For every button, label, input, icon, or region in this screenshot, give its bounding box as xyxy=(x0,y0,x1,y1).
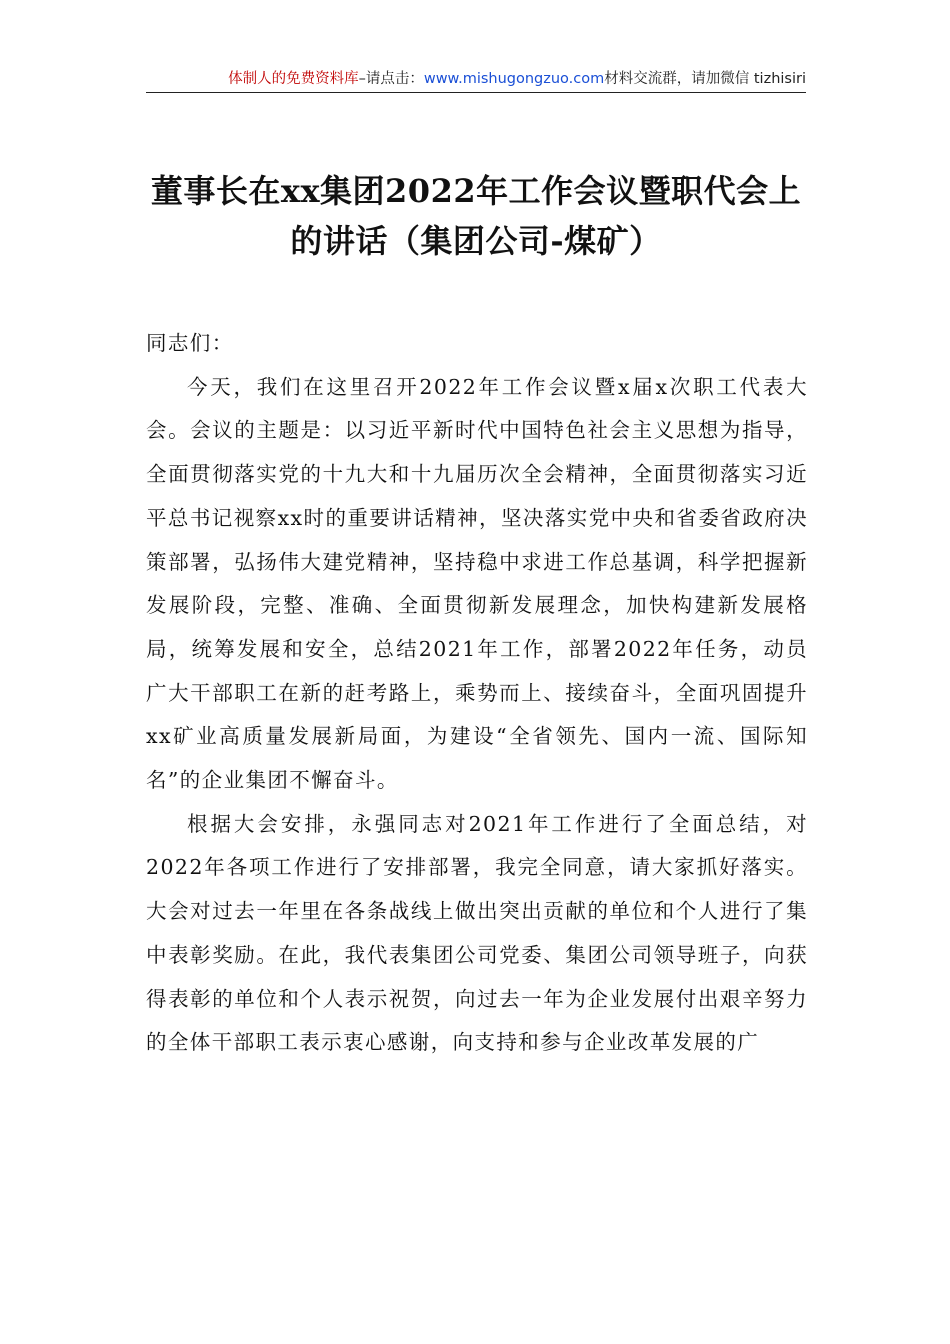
paragraph: 今天，我们在这里召开2022年工作会议暨x届x次职工代表大会。会议的主题是：以习近平新时代中国特色社会主义思想为指导，全面贯彻落实党的十九大和十九届历次全会精神，全面贯彻落实习近平总书记视察xx时的重要讲话精神，坚决落实党中央和省委省政府决策部署，弘扬伟大建党精神，坚持稳中求进工作总基调，科学把握新发展阶段，完整、准确、全面贯彻新发展理念，加快构建新发展格局，统筹发展和安全，总结2021年工作，部署2022年任务，动员广大干部职工在新的赶考路上，乘势而上、接续奋斗，全面巩固提升xx矿业高质量发展新局面，为建设“全省领先、国内一流、国际知名”的企业集团不懈奋斗。 xyxy=(146,374,808,793)
header-website-link[interactable]: www.mishugongzuo.com xyxy=(423,71,605,87)
document-title: 董事长在xx集团2022年工作会议暨职代会上的讲话（集团公司-煤矿） xyxy=(150,172,802,260)
header-brand: 体制人的免费资料库 xyxy=(228,71,359,87)
page-header xyxy=(146,66,806,93)
header-prompt: –请点击： xyxy=(358,71,424,87)
header-note: 材料交流群，请加微信 tizhisiri xyxy=(604,71,806,87)
paragraph: 根据大会安排，永强同志对2021年工作进行了全面总结，对2022年各项工作进行了安排部署，我完全同意，请大家抓好落实。大会对过去一年里在各条战线上做出突出贡献的单位和个人进行了集中表彰奖励。在此，我代表集团公司党委、集团公司领导班子，向获得表彰的单位和个人表示祝贺，向过去一年为企业发展付出艰辛努力的全体干部职工表示衷心感谢，向支持和参与企业改革发展的广 xyxy=(146,811,808,1055)
salutation: 同志们： xyxy=(146,331,234,355)
document-body xyxy=(146,322,808,1065)
